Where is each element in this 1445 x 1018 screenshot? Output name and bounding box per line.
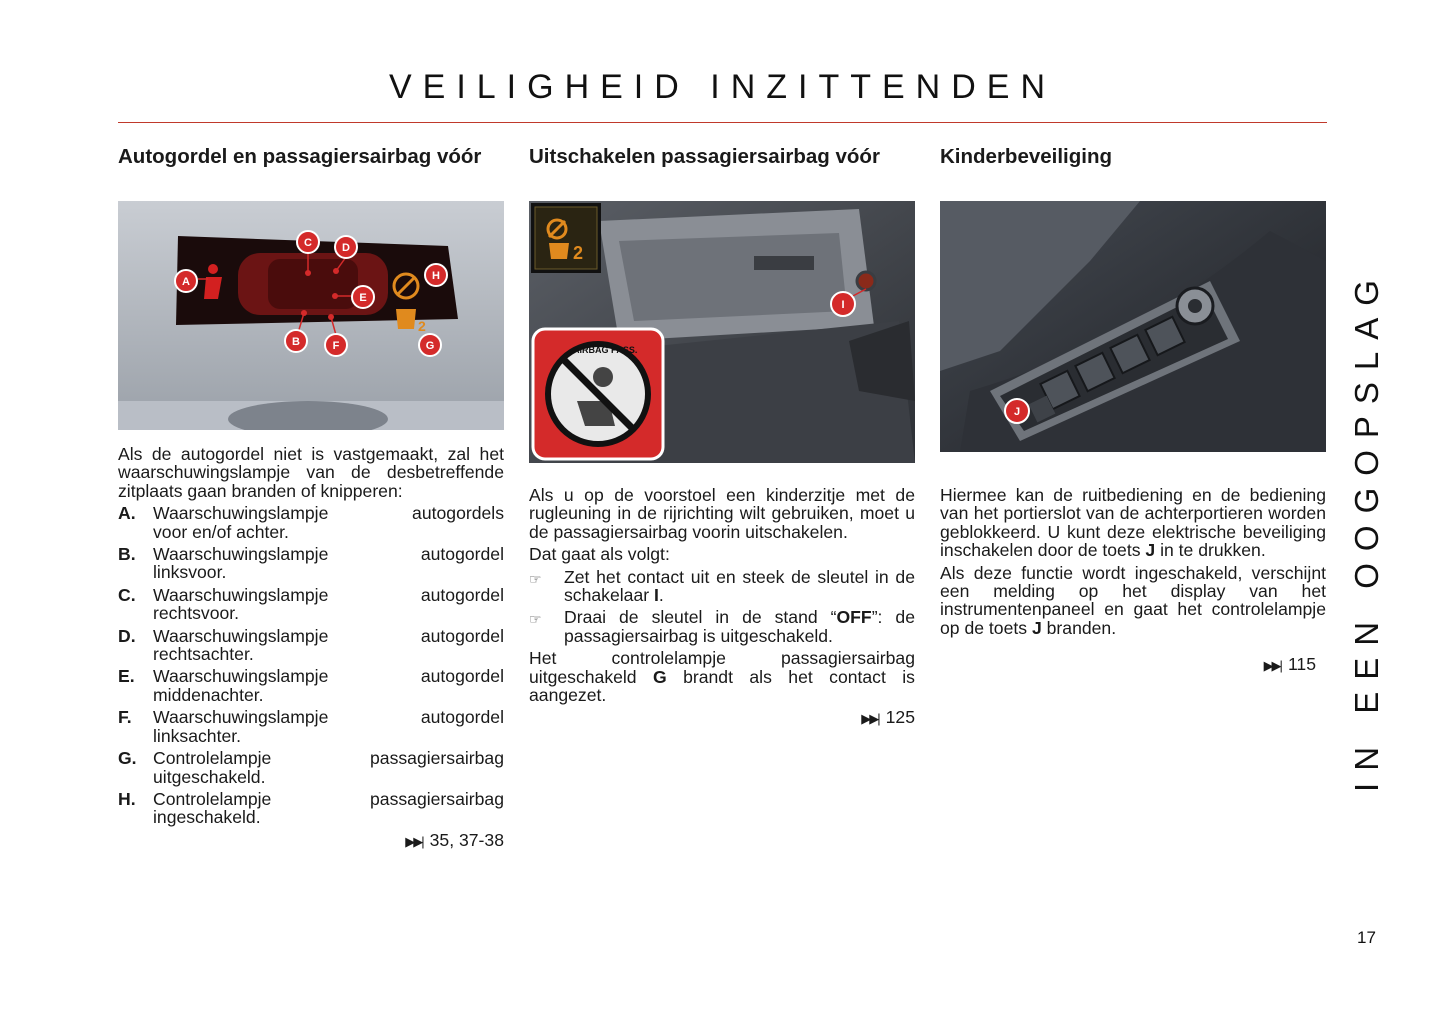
seatbelt-display-figure [118, 201, 504, 430]
page-number: 17 [1357, 928, 1376, 947]
badge-h: H [432, 270, 440, 282]
item-text: autogordel [420, 625, 504, 646]
step-key: I [653, 585, 659, 606]
steps-list [529, 568, 915, 646]
badge-d: D [342, 242, 350, 254]
svg-text:2: 2 [418, 318, 426, 334]
warning-lamp-list [118, 504, 504, 827]
list-item [118, 504, 504, 541]
list-item [118, 627, 504, 664]
child-lock-text [940, 486, 1326, 676]
item-text: autogordel [420, 584, 504, 605]
glovebox-figure [529, 201, 915, 463]
pointing-hand-icon: ☞ [529, 570, 542, 587]
badge-j: J [1013, 406, 1021, 418]
list-item [118, 586, 504, 623]
intro-paragraph: Als de autogordel niet is vastgemaakt, zal het waarschuwingslampje van de desbetreffende zitplaats gaan branden of knipperen: [118, 444, 504, 501]
item-text: rechtsachter. [153, 644, 254, 665]
item-text: rechtsvoor. [153, 603, 240, 624]
sticker-text: AIRBAG PASS. [573, 345, 638, 355]
step-key: OFF [836, 607, 872, 628]
item-text: Waarschuwingslampje [153, 544, 329, 565]
seatbelt-display-illustration [118, 201, 504, 430]
paragraph: Dat gaat als volgt: [529, 544, 670, 565]
airbag-pass-sticker-icon [533, 329, 663, 459]
reference-pages: 35, 37-38 [429, 829, 504, 850]
badge-a: A [182, 276, 190, 288]
step-text: ”: de passagiersairbag is uitgeschakeld. [564, 607, 915, 646]
page-reference[interactable] [940, 655, 1316, 675]
item-text: passagiersairbag [370, 788, 504, 809]
badge-g: G [425, 340, 435, 352]
item-text: passagiersairbag [370, 748, 504, 769]
title-rule [118, 122, 1327, 123]
item-key: A. [118, 503, 136, 524]
page-reference[interactable] [529, 708, 915, 728]
item-text: Waarschuwingslampje [153, 666, 329, 687]
item-text: autogordel [420, 544, 504, 565]
item-key: F. [118, 707, 132, 728]
list-item [529, 568, 915, 605]
item-key: E. [118, 666, 135, 687]
fast-forward-icon: ▶▶| [405, 833, 423, 849]
column-child-lock [940, 145, 1326, 675]
step-text: . [658, 585, 664, 606]
column-seatbelt [118, 145, 504, 850]
item-text: uitgeschakeld. [153, 766, 266, 787]
item-key: D. [118, 625, 136, 646]
seatbelt-text [118, 445, 504, 851]
badge-e: E [359, 292, 367, 304]
item-text: middenachter. [153, 684, 264, 705]
svg-text:2: 2 [573, 243, 584, 263]
paragraph: Als u op de voorstoel een kinderzitje met de rugleuning in de rijrichting wilt gebruiken, moet u de passagiersairbag voorin uitschakelen. [529, 485, 915, 542]
reference-pages: 125 [885, 707, 915, 728]
step-text: Draai de sleutel in de stand “ [564, 607, 837, 628]
page-title: VEILIGHEID INZITTENDEN [388, 68, 1057, 106]
list-item [118, 708, 504, 745]
step-text: Zet het contact uit en steek de sleutel in de schakelaar [564, 566, 915, 606]
item-text: voor en/of achter. [153, 521, 289, 542]
list-item [118, 749, 504, 786]
fast-forward-icon: ▶▶| [1263, 658, 1281, 674]
glovebox-illustration [529, 201, 915, 463]
item-key: B. [118, 544, 136, 565]
list-item [118, 790, 504, 827]
section-heading: Kinderbeveiliging [940, 145, 1112, 168]
door-controls-figure [940, 201, 1326, 452]
airbag-text [529, 486, 915, 729]
item-text: linksachter. [153, 725, 242, 746]
item-text: linksvoor. [153, 562, 227, 583]
list-item [118, 545, 504, 582]
item-text: autogordels [412, 503, 504, 524]
door-controls-illustration [940, 201, 1326, 452]
page-reference[interactable] [118, 831, 504, 851]
airbag-off-indicator-icon [531, 203, 601, 273]
item-key: C. [118, 584, 136, 605]
item-text: autogordel [420, 707, 504, 728]
item-text: Controlelampje [153, 788, 272, 809]
item-text: Waarschuwingslampje [153, 503, 329, 524]
paragraph: Als deze functie wordt ingeschakeld, verschijnt een melding op het display van het instrumentenpaneel en gaat het controlelampje op de toets J branden. [940, 562, 1326, 638]
paragraph: Het controlelampje passagiersairbag uitgeschakeld G brandt als het contact is aangezet. [529, 648, 915, 706]
badge-f: F [332, 340, 340, 352]
pointing-hand-icon: ☞ [529, 611, 542, 628]
item-text: Waarschuwingslampje [153, 584, 329, 605]
reference-pages: 115 [1287, 654, 1316, 675]
side-tab-label: IN EEN OOGOPSLAG [1348, 268, 1385, 792]
item-key: H. [118, 788, 136, 809]
badge-b: B [292, 336, 300, 348]
section-heading: Uitschakelen passagiersairbag vóór [529, 145, 880, 168]
item-text: Waarschuwingslampje [153, 625, 329, 646]
side-tab [1347, 270, 1387, 790]
fast-forward-icon: ▶▶| [861, 711, 879, 727]
item-text: Controlelampje [153, 748, 272, 769]
item-key: G. [118, 748, 137, 769]
list-item [118, 667, 504, 704]
item-text: ingeschakeld. [153, 807, 261, 828]
paragraph: Hiermee kan de ruitbediening en de bediening van het portierslot van de achterportieren worden geblokkeerd. U kunt deze elektrische beveiliging inschakelen door de toets J in te drukken. [940, 485, 1326, 561]
list-item [529, 608, 915, 645]
column-airbag-deactivation [529, 145, 915, 728]
badge-c: C [304, 237, 312, 249]
section-heading: Autogordel en passagiersairbag vóór [118, 145, 482, 168]
item-text: autogordel [420, 666, 504, 687]
badge-i: I [841, 299, 845, 311]
item-text: Waarschuwingslampje [153, 707, 329, 728]
